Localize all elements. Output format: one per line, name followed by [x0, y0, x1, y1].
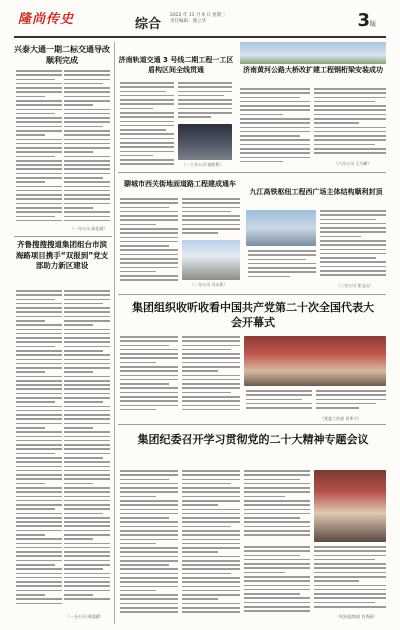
article-separator [118, 424, 386, 425]
article-body-column [314, 88, 386, 160]
article-body-column [314, 546, 386, 612]
article-body-column [244, 470, 310, 540]
article-title-liaocheng-road: 聊城市西关街地面道路工程建成通车 [124, 180, 236, 188]
masthead [0, 0, 400, 40]
article-title-yellow-river-bridge: 济南黄河公路大桥改扩建工程钢桁梁安装成功 [243, 66, 383, 74]
article-credit: （一工分公司 张胜利） [182, 162, 224, 167]
masthead-rule [14, 36, 386, 38]
article-body-column [182, 336, 240, 416]
newspaper-logo: 隆尚传史 [18, 12, 75, 27]
article-separator [14, 236, 112, 237]
article-title-discipline-meeting: 集团纪委召开学习贯彻党的二十大精神专题会议 [137, 433, 369, 446]
article-title-traffic-diversion: 兴泰大通一期二标交通导改顺利完成 [14, 45, 110, 65]
article-title-jiujiang-station: 九江高铁枢纽工程西广场主体结构顺利封顶 [249, 188, 383, 196]
article-body-column [320, 210, 386, 282]
article-credit: （三分公司 张宝山） [336, 283, 374, 288]
article-title-metro-tunnel: 济南轨道交通 3 号线二期工程一工区盾构区间全线贯通 [118, 56, 234, 74]
article-title-party-branch: 齐鲁搜搜搜道集团组台市滨海路项目携手“双报到”党支部助力新区建设 [15, 240, 109, 270]
road-photo [182, 240, 240, 280]
article-body-column [120, 82, 174, 168]
column-divider [114, 42, 115, 624]
station-photo [246, 210, 316, 246]
article-body-column [316, 390, 386, 416]
article-body-column [248, 250, 316, 282]
article-separator [118, 294, 386, 295]
article-body-column [120, 470, 178, 620]
article-credit: （一分公司 周雨涵） [66, 614, 104, 619]
article-body-column [182, 470, 240, 620]
article-credit: （二分公司 马永智） [190, 282, 228, 287]
bridge-photo [240, 42, 386, 64]
meeting-photo [244, 336, 386, 386]
article-separator [118, 172, 386, 173]
article-credit: （纪检监察部 肖秀丽） [336, 614, 378, 619]
article-body-column [120, 336, 178, 416]
article-body-column [246, 390, 312, 416]
issue-editor: 责任编辑：燕立华 [170, 19, 206, 24]
article-body-column [64, 70, 110, 226]
article-credit: （六分公司 王乃峰） [334, 161, 372, 166]
issue-meta [170, 13, 226, 25]
article-title-party-congress: 集团组织收听收看中国共产党第二十次全国代表大会开幕式 [132, 301, 374, 329]
article-body-column [178, 82, 232, 122]
discipline-meeting-photo [314, 470, 386, 542]
article-credit: （党委工作部 肖华宁） [320, 416, 362, 421]
article-body-column [16, 290, 62, 620]
article-credit: （一分公司 高佳斌） [70, 226, 108, 231]
article-body-column [182, 198, 240, 238]
tunnel-photo [178, 124, 232, 160]
issue-date: 2022 年 11 月 9 日 星期三 [170, 13, 226, 18]
article-body-column [240, 88, 310, 168]
page-number: 3版 [357, 10, 376, 31]
article-body-column [120, 198, 178, 284]
article-body-column [244, 546, 310, 620]
article-body-column [64, 290, 110, 612]
article-body-column [16, 70, 62, 226]
section-name: 综合 [135, 17, 162, 32]
